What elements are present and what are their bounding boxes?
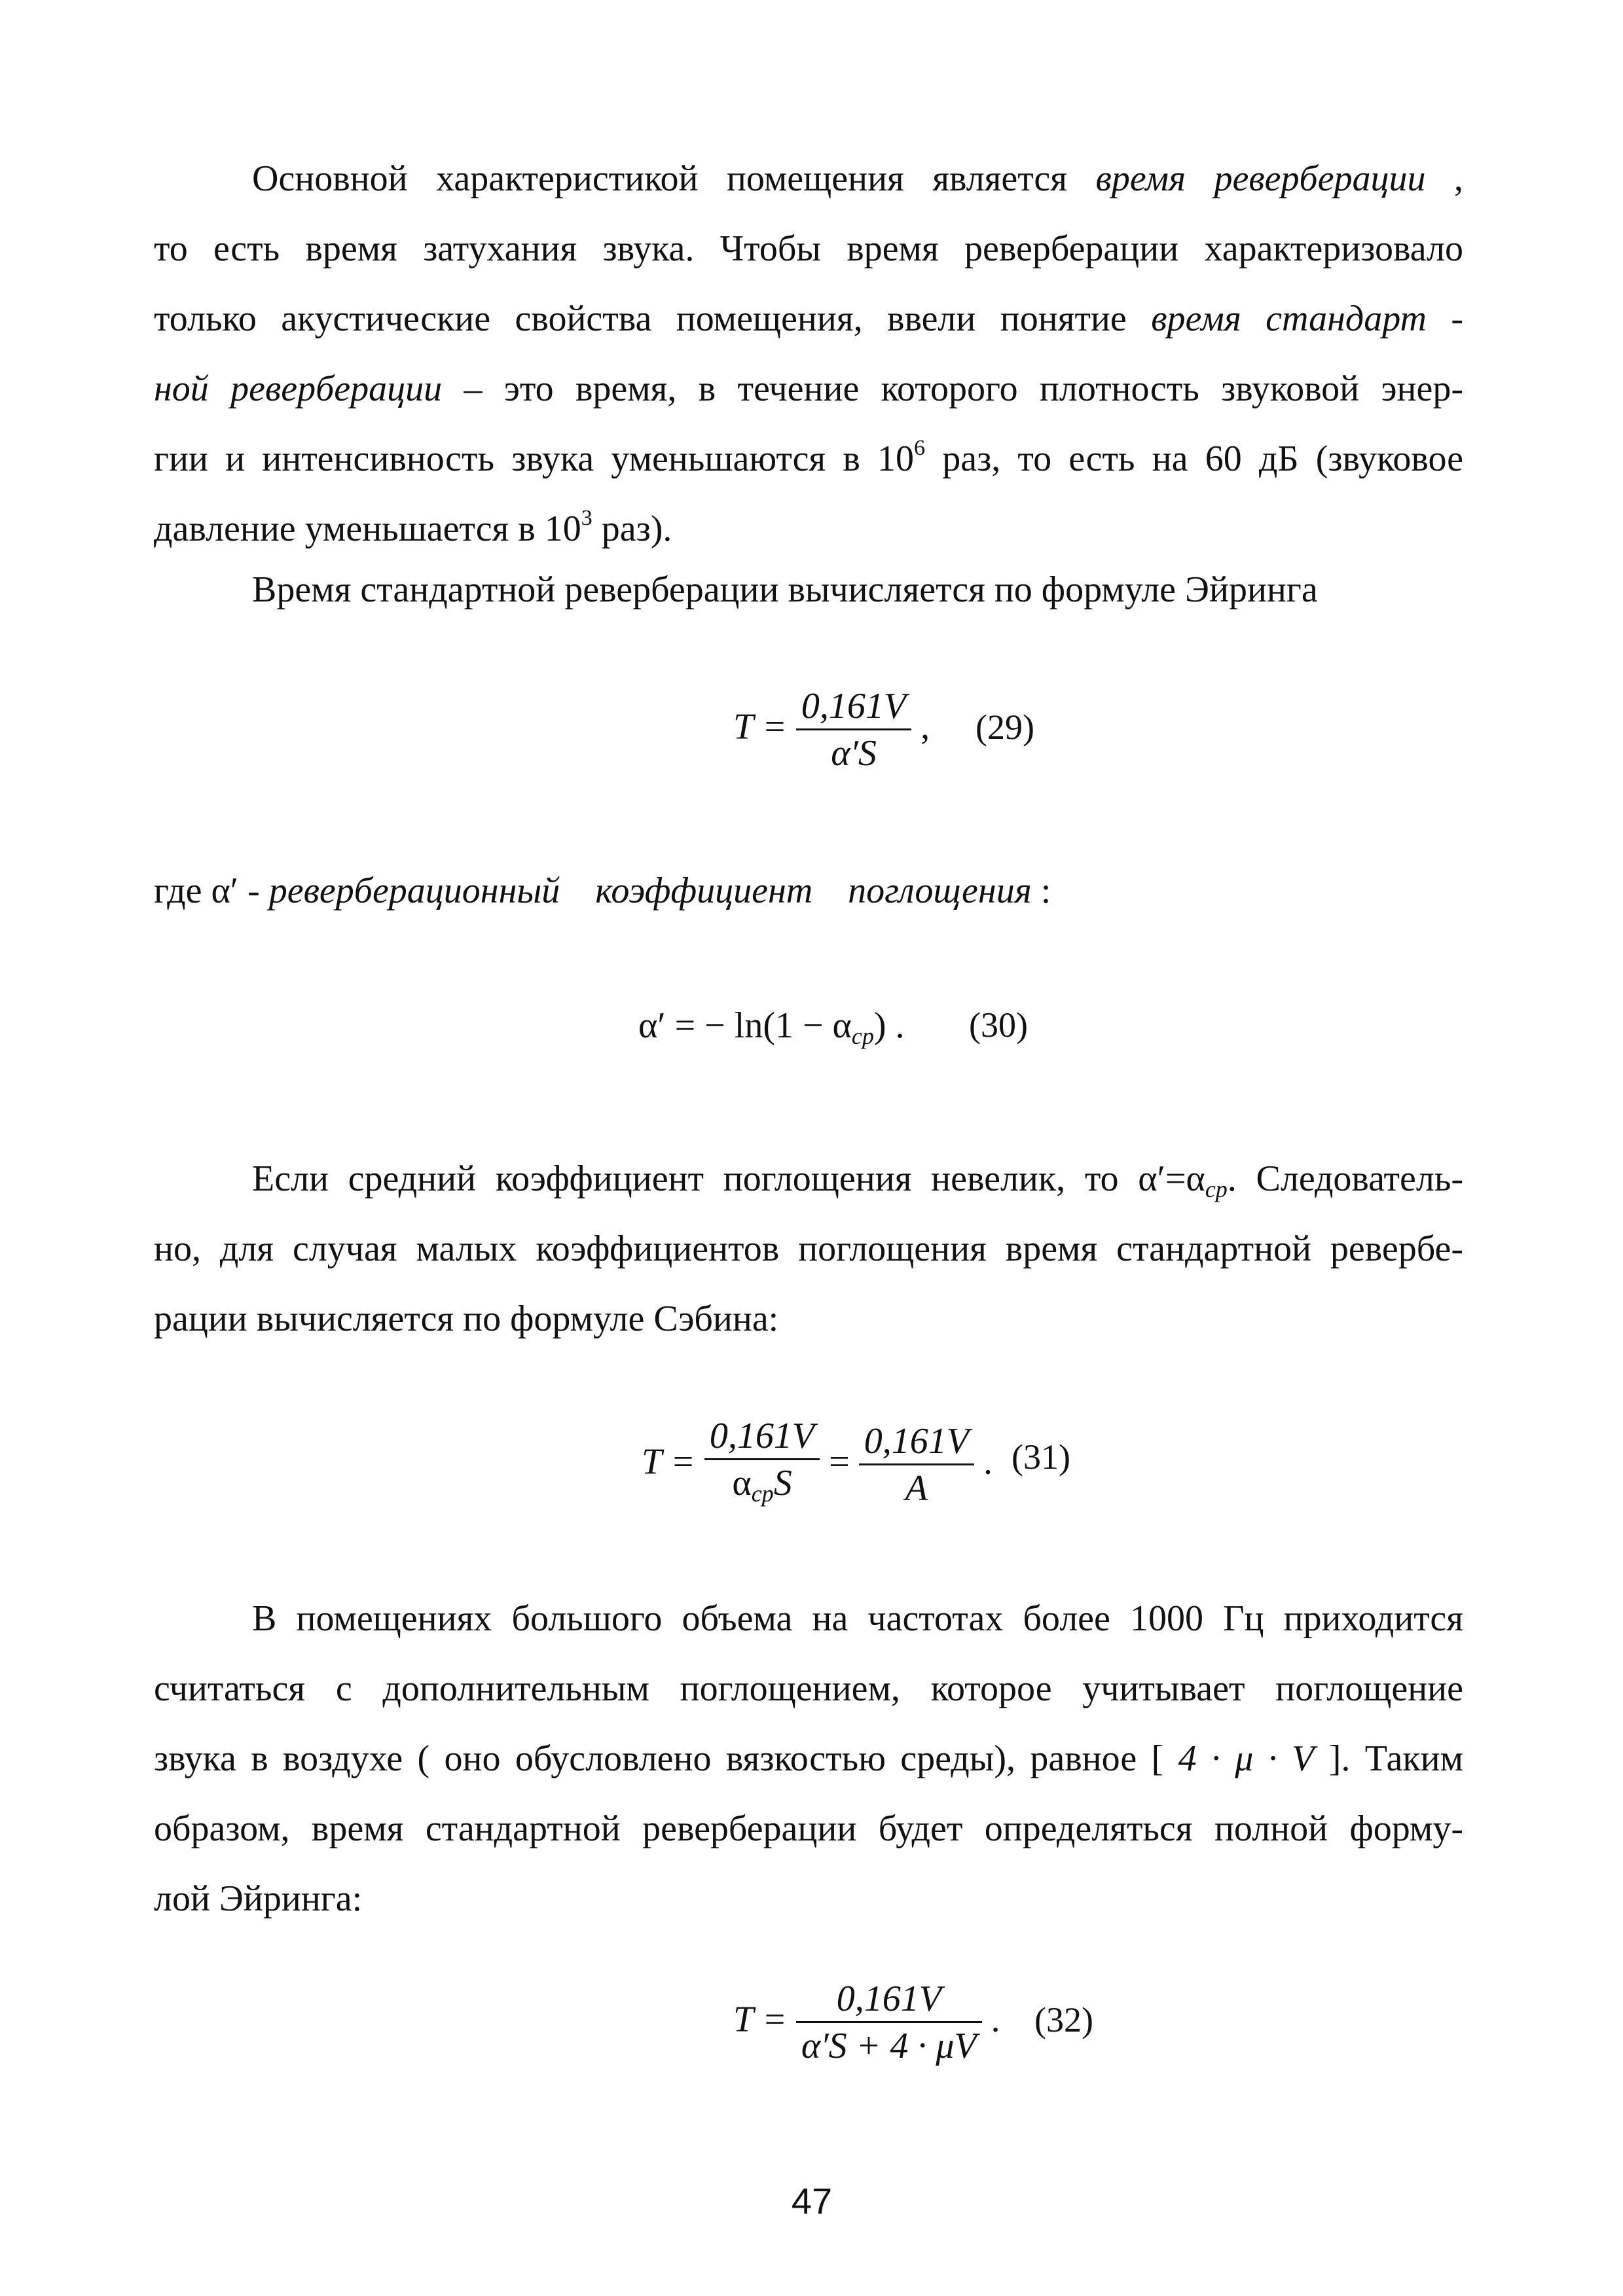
paragraph-3 — [154, 1144, 1463, 1354]
text-run: но, для случая малых коэффициентов поглощения время стандартной ревербе- — [154, 1229, 1463, 1269]
text-run: Время стандартной реверберации вычисляется по формуле Эйринга — [252, 569, 1318, 610]
denominator: α′S — [831, 733, 877, 774]
term-reverberation-time: время реверберации — [1095, 158, 1426, 199]
term-reverberation-coefficient: реверберационный — [268, 870, 560, 911]
fraction — [796, 684, 911, 776]
fraction — [796, 1977, 982, 2069]
equation-32 — [733, 1977, 1000, 2069]
text-run: рации вычисляется по формуле Сэбина: — [154, 1299, 779, 1339]
paragraph-4-line-5 — [154, 1864, 1463, 1934]
term-standard-reverberation-part-1: время стандарт - — [1151, 298, 1464, 339]
text-run: образом, время стандартной реверберации будет определяться полной форму- — [154, 1808, 1463, 1849]
eq-lhs: T = — [733, 1999, 787, 2040]
paragraph-1-line-4 — [154, 354, 1463, 424]
eq-lhs: T = — [733, 706, 787, 747]
fraction-2 — [859, 1419, 974, 1511]
text-run: лой Эйринга: — [154, 1878, 363, 1919]
power-ten-6 — [154, 436, 926, 479]
text-run: раз, то есть на 60 дБ (звуковое — [942, 439, 1463, 479]
den-alpha: α — [732, 1463, 752, 1503]
paragraph-4-line-2 — [154, 1654, 1463, 1724]
paragraph-3-line-3 — [154, 1284, 1463, 1354]
den-s: S — [773, 1463, 792, 1503]
eq-trail: , — [921, 706, 930, 747]
text-run: Основной характеристикой помещения является — [252, 158, 1068, 199]
term-absorption: поглощения — [848, 870, 1032, 911]
text-run: звука в воздухе ( оно обусловлено вязкостью среды), равное [ — [154, 1738, 1164, 1779]
text-run: : — [1040, 870, 1051, 911]
text-run: только акустические свойства помещения, ввели понятие — [154, 298, 1127, 339]
text-run: гии и интенсивность звука уменьшаются в 10 — [154, 439, 915, 479]
eq-trail: . — [983, 1441, 993, 1482]
paragraph-1 — [154, 144, 1463, 564]
inline-formula: 4 · μ · V — [1178, 1738, 1315, 1779]
fraction-1 — [704, 1414, 820, 1516]
paragraph-1-line-5 — [154, 424, 1463, 494]
paragraph-4 — [154, 1584, 1463, 1934]
term-coefficient: коэффициент — [595, 870, 813, 911]
paragraph-4-line-3 — [154, 1724, 1463, 1794]
text-run: . Следователь- — [1227, 1158, 1464, 1199]
paragraph-4-line-4 — [154, 1794, 1463, 1864]
equation-29 — [733, 684, 930, 776]
numerator: 0,161V — [704, 1414, 820, 1460]
air-absorption — [154, 1738, 1463, 1779]
eq-lhs: T = — [642, 1441, 695, 1482]
text-run: раз). — [601, 509, 672, 549]
paragraph-1-line-6 — [154, 494, 1463, 564]
den-subscript: ср — [751, 1480, 774, 1507]
paragraph-2-line-1 — [154, 555, 1463, 625]
paragraph-3-line-1 — [154, 1144, 1463, 1214]
alpha-equality — [252, 1158, 1464, 1202]
denominator — [704, 1460, 820, 1516]
text-run: Если средний коэффициент поглощения невелик, то α′=α — [252, 1158, 1205, 1199]
equation-number-29: (29) — [976, 708, 1034, 747]
eq-body: α′ = − ln(1 − α — [638, 1005, 852, 1046]
equation-31 — [642, 1414, 993, 1516]
denominator: α′S + 4 · μV — [801, 2026, 977, 2066]
text-run: – это время, в течение которого плотность звуковой энер- — [464, 368, 1463, 409]
exponent: 6 — [914, 436, 926, 460]
paragraph-1-line-1 — [154, 144, 1463, 214]
paragraph-2 — [154, 555, 1463, 625]
text-run: давление уменьшается в 10 — [154, 509, 581, 549]
numerator: 0,161V — [796, 1977, 982, 2023]
where-line — [154, 856, 1463, 926]
text-run: В помещениях большого объема на частотах более 1000 Гц приходится — [252, 1598, 1463, 1639]
equation-number-30: (30) — [969, 1005, 1028, 1045]
equation-30 — [638, 1005, 905, 1050]
paragraph-3-line-2 — [154, 1214, 1463, 1284]
exponent: 3 — [581, 506, 593, 530]
eq-trail: ) . — [873, 1005, 905, 1046]
subscript: ср — [1205, 1176, 1228, 1202]
where-clause — [154, 856, 1463, 926]
paragraph-1-line-2 — [154, 214, 1463, 284]
numerator: 0,161V — [859, 1419, 974, 1465]
text-run: то есть время затухания звука. Чтобы время реверберации характеризовало — [154, 228, 1463, 269]
equation-number-31: (31) — [1012, 1437, 1070, 1477]
text-run: считаться с дополнительным поглощением, которое учитывает поглощение — [154, 1668, 1463, 1709]
text-run: , — [1454, 158, 1464, 199]
text-run: где α′ - — [154, 870, 260, 911]
eq-subscript: ср — [851, 1023, 874, 1049]
eq-equals: = — [829, 1441, 850, 1482]
eq-trail: . — [991, 1999, 1000, 2040]
denominator: A — [905, 1468, 928, 1509]
paragraph-1-line-3 — [154, 284, 1463, 354]
numerator: 0,161V — [796, 684, 911, 730]
term-standard-reverberation-part-2: ной реверберации — [154, 368, 443, 409]
paragraph-4-line-1 — [154, 1584, 1463, 1654]
equation-number-32: (32) — [1034, 2000, 1093, 2039]
page-number: 47 — [791, 2180, 833, 2221]
text-run: ]. Таким — [1328, 1738, 1464, 1779]
